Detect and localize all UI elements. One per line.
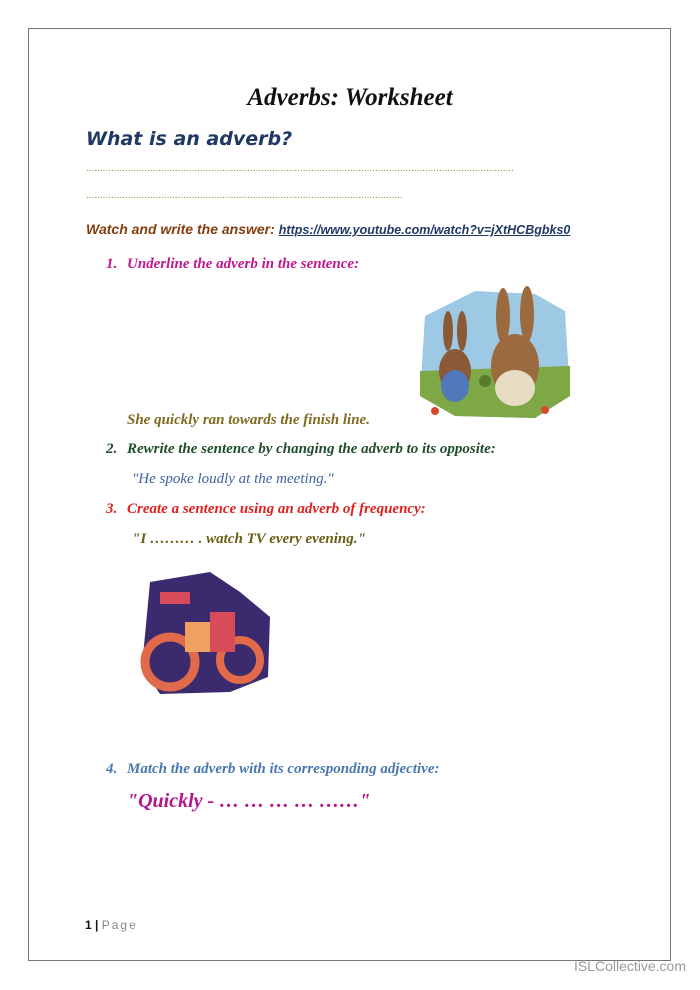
task-3-example: "I ……… . watch TV every evening." [132,531,366,547]
task-number: 1. [106,256,118,272]
task-number: 4. [106,761,118,777]
task-2-example: "He spoke loudly at the meeting." [132,471,334,487]
page-label: Page [101,918,138,932]
task-2 [106,441,496,458]
task-1 [106,256,359,273]
motorcycle-image [140,572,272,696]
question-heading: What is an adverb? [86,128,293,150]
youtube-link[interactable]: https://www.youtube.com/watch?v=jXtHCBgbks0 [278,223,571,237]
rabbits-image [415,286,573,422]
watch-label: Watch and write the answer: [86,221,275,237]
page-footer [85,918,138,932]
task-4-example: "Quickly - … … … … ……" [127,790,371,812]
watermark: ISLCollective.com [573,958,686,974]
footer-separator: | [95,918,99,932]
worksheet-title: Adverbs: Worksheet [247,84,453,111]
task-instruction: Match the adverb with its corresponding adjective: [127,761,440,777]
task-3 [106,501,426,518]
answer-line-2: .................................................................................................................. [86,190,403,201]
task-instruction: Rewrite the sentence by changing the adverb to its opposite: [127,441,496,457]
task-1-example: She quickly ran towards the finish line. [127,412,370,428]
page-number: 1 [85,918,92,932]
watch-instruction [86,221,570,237]
task-instruction: Underline the adverb in the sentence: [127,256,360,272]
task-instruction: Create a sentence using an adverb of frequency: [127,501,426,517]
task-number: 3. [106,501,118,517]
task-number: 2. [106,441,118,457]
answer-line-1: .......................................................................................................................................................... [86,163,514,174]
task-4 [106,761,440,778]
